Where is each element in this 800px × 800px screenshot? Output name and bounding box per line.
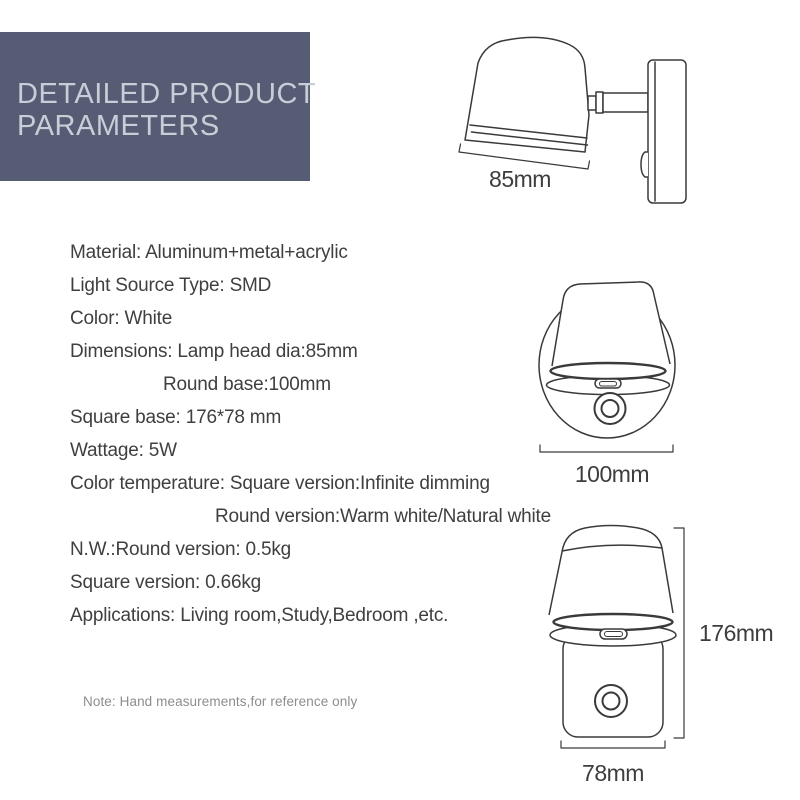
spec-row-net-weight: N.W.:Round version: 0.5kg xyxy=(70,539,291,560)
spec-row-color: Color: White xyxy=(70,308,173,329)
spec-row-color-temperature: Color temperature: Square version:Infinite dimming xyxy=(70,473,490,494)
lamp-pivot xyxy=(588,96,596,110)
spec-row-dimensions: Dimensions: Lamp head dia:85mm xyxy=(70,341,358,362)
diameter-dimension-line xyxy=(540,445,673,452)
side-view-dimension-label: 85mm xyxy=(489,166,551,192)
spec-row-square-base: Square base: 176*78 mm xyxy=(70,407,282,428)
spec-row-wattage: Wattage: 5W xyxy=(70,440,177,461)
square-version-height-label: 176mm xyxy=(699,620,774,646)
lamp-arm xyxy=(603,93,648,112)
square-version-width-label: 78mm xyxy=(582,760,644,786)
square-shade-outline xyxy=(549,526,673,616)
rim-band xyxy=(551,363,666,379)
wall-plate-switch xyxy=(641,152,648,177)
rim-band xyxy=(554,614,673,630)
spec-row-applications: Applications: Living room,Study,Bedroom ,etc. xyxy=(70,605,449,626)
round-version-front-drawing xyxy=(535,275,685,465)
switch-knob-outer xyxy=(595,393,626,424)
page-title-line2: PARAMETERS xyxy=(17,110,220,142)
spec-row-material: Material: Aluminum+metal+acrylic xyxy=(70,242,348,263)
width-dimension-line xyxy=(561,741,665,748)
lamp-head-outline xyxy=(465,37,589,152)
page-title-line1: DETAILED PRODUCT xyxy=(17,78,317,110)
header-banner xyxy=(0,32,317,181)
spec-row-light-source: Light Source Type: SMD xyxy=(70,275,272,296)
spec-row-round-base: Round base:100mm xyxy=(163,374,331,395)
switch-knob-outer xyxy=(595,685,627,717)
spec-list xyxy=(70,236,551,632)
spec-row-round-version-temp: Round version:Warm white/Natural white xyxy=(215,506,551,527)
measurement-note: Note: Hand measurements,for reference only xyxy=(83,694,358,709)
rim-slot xyxy=(595,379,621,388)
lamp-pivot-collar xyxy=(596,92,603,113)
round-version-dimension-label: 100mm xyxy=(574,461,650,487)
spec-row-square-version-weight: Square version: 0.66kg xyxy=(70,572,261,593)
round-shade-outline xyxy=(552,282,670,366)
wall-plate xyxy=(648,60,686,203)
square-version-front-drawing xyxy=(545,520,695,760)
